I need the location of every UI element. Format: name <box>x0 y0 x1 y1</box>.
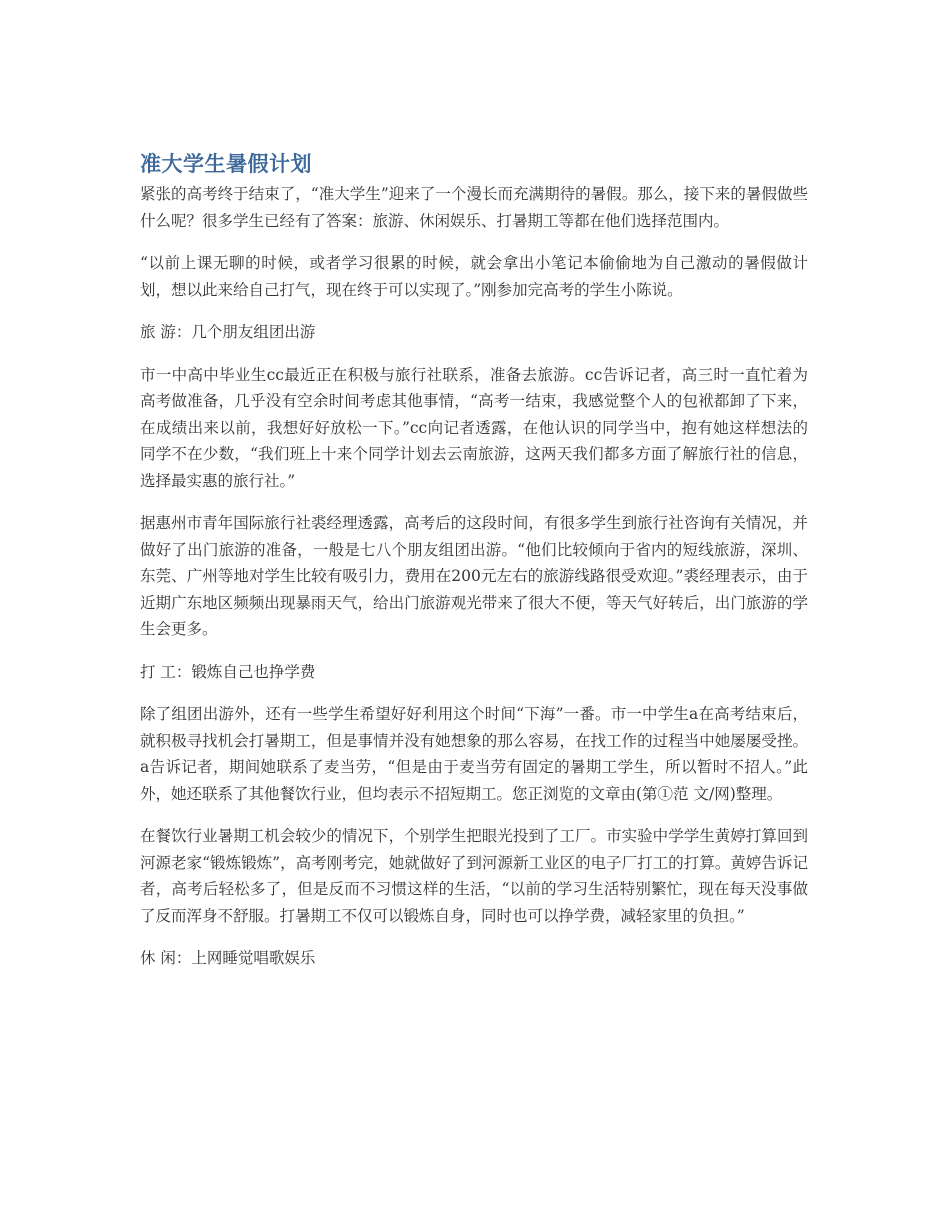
paragraph-work-factory: 在餐饮行业暑期工机会较少的情况下，个别学生把眼光投到了工厂。市实验中学学生黄婷打算回到河源老家“锻炼锻炼”，高考刚考完，她就做好了到河源新工业区的电子厂打工的打算。黄婷告诉记者，高考后轻松多了，但是反而不习惯这样的生活，“以前的学习生活特别繁忙，现在每天没事做了反而浑身不舒服。打暑期工不仅可以锻炼自身，同时也可以挣学费，减轻家里的负担。” <box>140 827 808 925</box>
section-heading-travel: 旅 游：几个朋友组团出游 <box>140 323 316 341</box>
paragraph-travel-cc: 市一中高中毕业生cc最近正在积极与旅行社联系，准备去旅游。cc告诉记者，高三时一直忙着为高考做准备，几乎没有空余时间考虑其他事情，“高考一结束，我感觉整个人的包袱都卸了下来，在成绩出来以前，我想好好放松一下。”cc向记者透露，在他认识的同学当中，抱有她这样想法的同学不在少数，“我们班上十来个同学计划去云南旅游，这两天我们都多方面了解旅行社的信息，选择最实惠的旅行社。” <box>140 365 808 490</box>
section-heading-leisure: 休 闲：上网睡觉唱歌娱乐 <box>140 949 316 967</box>
section-heading-work: 打 工：锻炼自己也挣学费 <box>140 662 316 681</box>
paragraph-intro: 紧张的高考终于结束了，“准大学生”迎来了一个漫长而充满期待的暑假。那么，接下来的暑假做些什么呢？很多学生已经有了答案：旅游、休闲娱乐、打暑期工等都在他们选择范围内。 <box>140 185 808 230</box>
document-page <box>140 150 808 988</box>
paragraph-quote-xiaochen: “以前上课无聊的时候，或者学习很累的时候，就会拿出小笔记本偷偷地为自己激动的暑假做计划，想以此来给自己打气，现在终于可以实现了。”刚参加完高考的学生小陈说。 <box>140 254 808 299</box>
paragraph-work-a: 除了组团出游外，还有一些学生希望好好利用这个时间“下海”一番。市一中学生a在高考结束后，就积极寻找机会打暑期工，但是事情并没有她想象的那么容易，在找工作的过程当中她屡屡受挫。a告诉记者，期间她联系了麦当劳，“但是由于麦当劳有固定的暑期工学生，所以暂时不招人。”此外，她还联系了其他餐饮行业，但均表示不招短期工。您正浏览的文章由(第①范 文/网)整理。 <box>140 705 808 803</box>
article-title: 准大学生暑假计划 <box>140 152 312 176</box>
paragraph-travel-agency: 据惠州市青年国际旅行社裘经理透露，高考后的这段时间，有很多学生到旅行社咨询有关情况，并做好了出门旅游的准备，一般是七八个朋友组团出游。“他们比较倾向于省内的短线旅游，深圳、东莞、广州等地对学生比较有吸引力，费用在200元左右的旅游线路很受欢迎。”裘经理表示，由于近期广东地区频频出现暴雨天气，给出门旅游观光带来了很大不便，等天气好转后，出门旅游的学生会更多。 <box>140 514 808 638</box>
